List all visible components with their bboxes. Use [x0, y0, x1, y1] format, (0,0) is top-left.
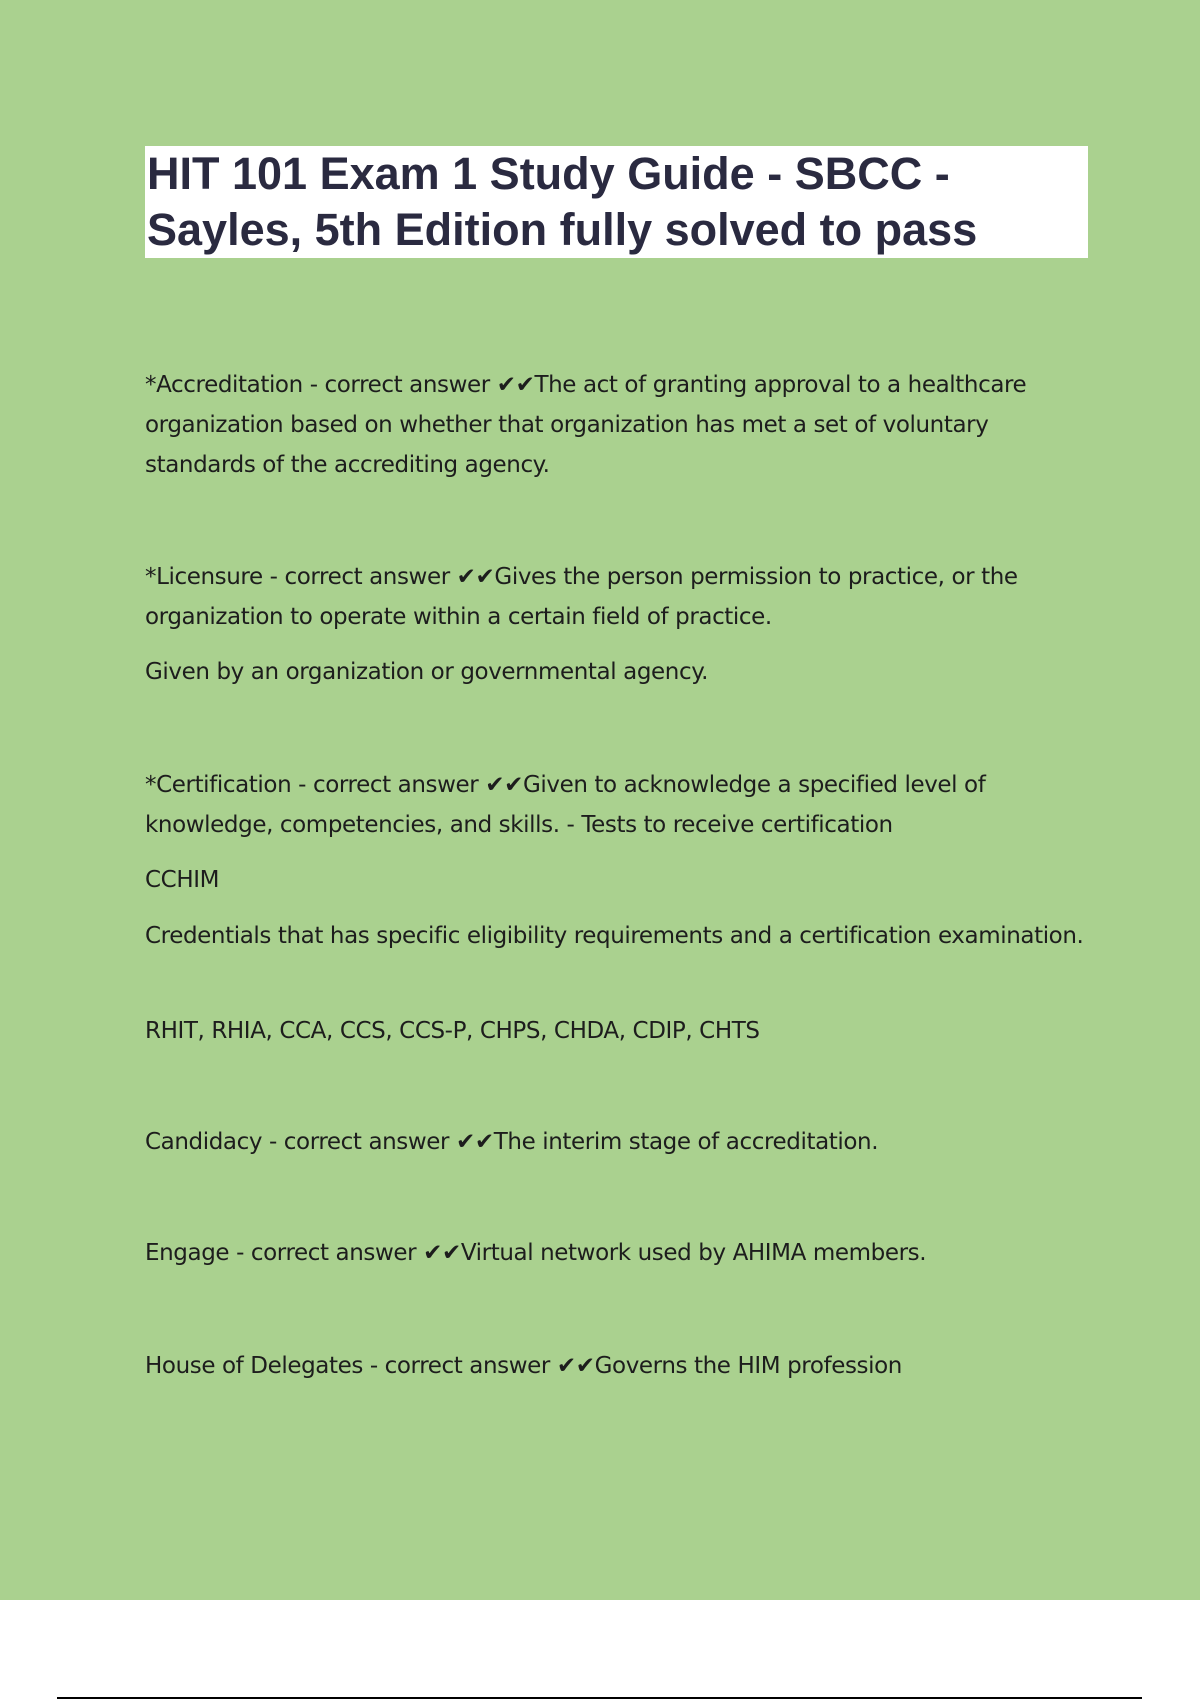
paragraph-house-of-delegates: House of Delegates - correct answer ✔✔Governs the HIM profession: [145, 1353, 902, 1379]
paragraph-engage: Engage - correct answer ✔✔Virtual network used by AHIMA members.: [145, 1240, 927, 1266]
paragraph-credentials: Credentials that has specific eligibility requirements and a certification examination.: [145, 923, 1084, 949]
paragraph-candidacy: Candidacy - correct answer ✔✔The interim stage of accreditation.: [145, 1129, 879, 1155]
paragraph-certification: *Certification - correct answer ✔✔Given to acknowledge a specified level of knowledge, competencies, and skills. - Tests to receive certification: [145, 772, 986, 838]
paragraph-credential-list: RHIT, RHIA, CCA, CCS, CCS-P, CHPS, CHDA, CDIP, CHTS: [145, 1018, 760, 1044]
paragraph-licensure-note: Given by an organization or governmental agency.: [145, 659, 709, 685]
paragraph-cchim: CCHIM: [145, 867, 220, 893]
page-title: HIT 101 Exam 1 Study Guide - SBCC - Sayles, 5th Edition fully solved to pass: [145, 146, 1088, 258]
footer-divider: [57, 1697, 1142, 1699]
paragraph-accreditation: *Accreditation - correct answer ✔✔The act of granting approval to a healthcare organization based on whether that organization has met a set of voluntary standards of the accrediting agency.: [145, 372, 1027, 478]
paragraph-licensure: *Licensure - correct answer ✔✔Gives the person permission to practice, or the organization to operate within a certain field of practice.: [145, 564, 1018, 630]
